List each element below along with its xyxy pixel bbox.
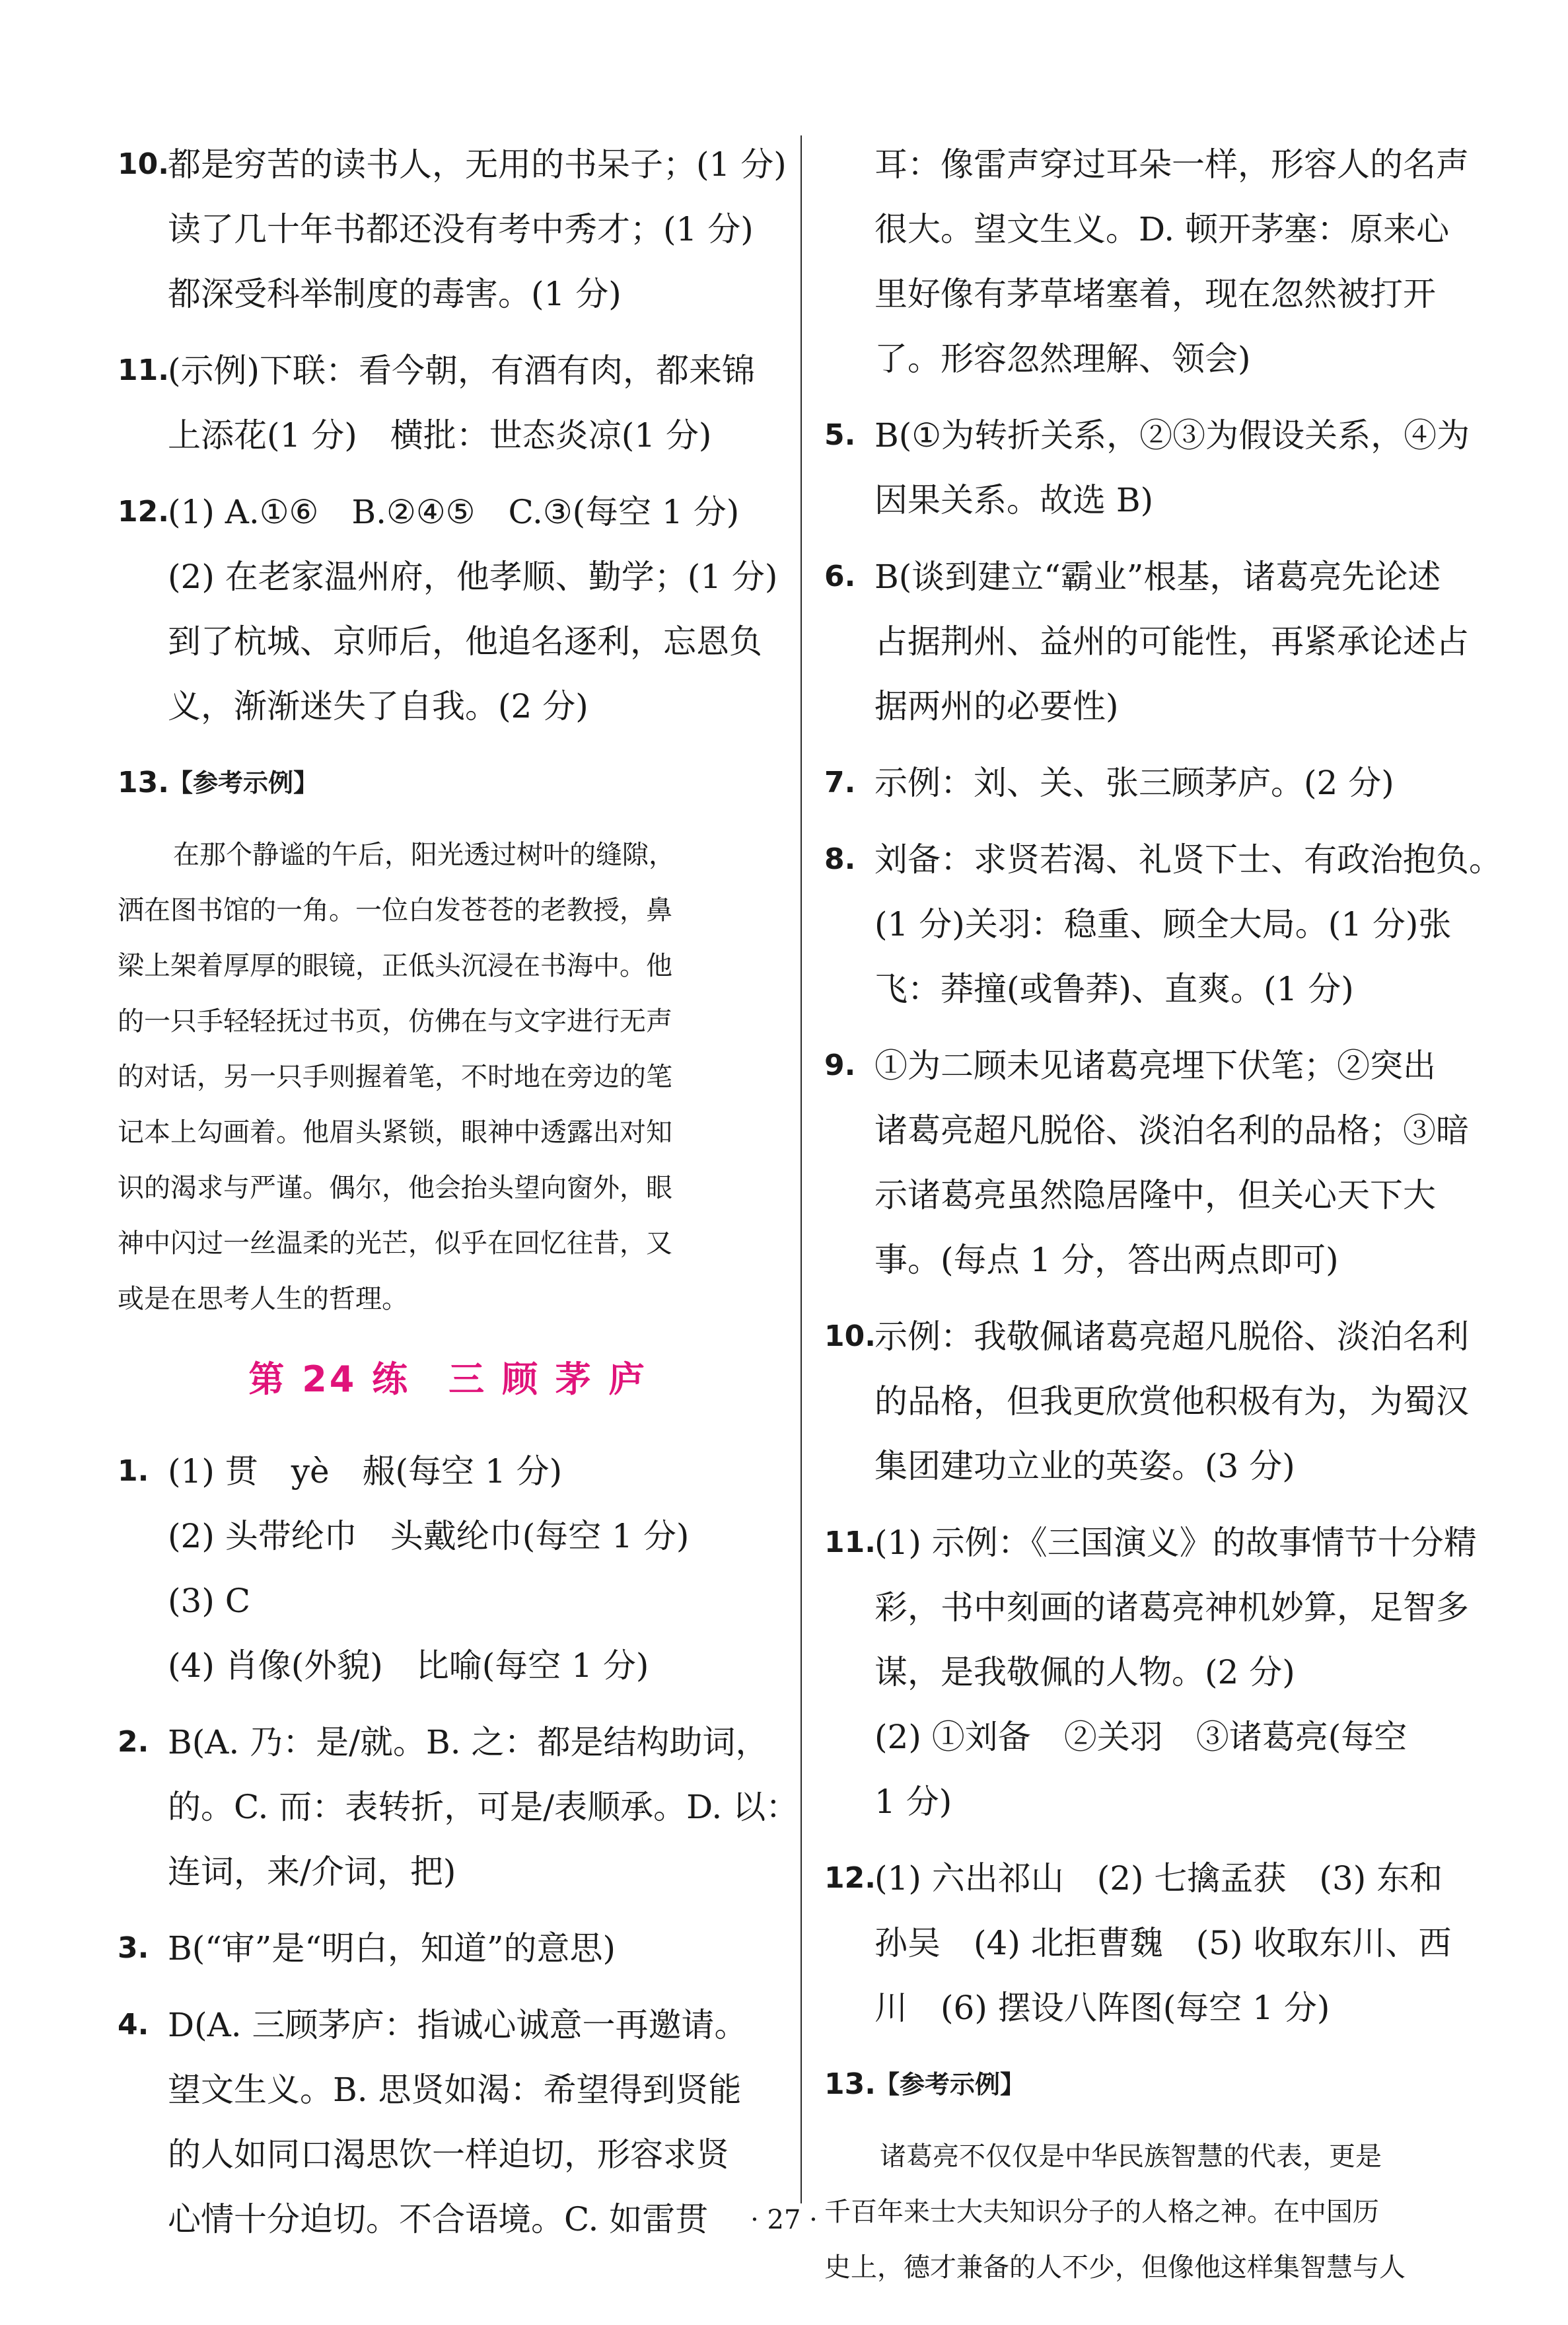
answer-line: 的。C. 而：表转折，可是/表顺承。D. 以：	[168, 1788, 799, 1826]
answer-line: 示诸葛亮虽然隐居隆中，但关心天下大	[874, 1176, 1436, 1214]
answer-line: B(A. 乃：是/就。B. 之：都是结构助词，	[168, 1723, 769, 1761]
answer-line: 耳：像雷声穿过耳朵一样，形容人的名声	[874, 145, 1469, 184]
answer-line: 孙吴 (4) 北拒曹魏 (5) 收取东川、西	[874, 1924, 1452, 1962]
answer-line: 据两州的必要性)	[874, 687, 1119, 725]
column-divider	[801, 135, 802, 2203]
answer-line: 占据荆州、益州的可能性，再紧承论述占	[874, 622, 1469, 661]
answer-line: 示例：我敬佩诸葛亮超凡脱俗、淡泊名利	[874, 1317, 1469, 1356]
essay-line: 千百年来士大夫知识分子的人格之神。在中国历	[824, 2197, 1379, 2227]
section-title: 第 24 练 三 顾 茅 庐	[248, 1358, 647, 1400]
answer-line: (1) 六出祁山 (2) 七擒孟获 (3) 东和	[874, 1859, 1443, 1898]
answer-10	[118, 132, 787, 326]
question-number: 11.	[118, 353, 169, 387]
reference-example-header: 【参考示例】	[168, 768, 319, 797]
essay-line: 梁上架着厚厚的眼镜，正低头沉浸在书海中。他	[118, 951, 672, 981]
answer-line: 心情十分迫切。不合语境。C. 如雷贯	[168, 2200, 709, 2238]
question-number: 13.	[824, 2067, 876, 2101]
answer-line: (2) 在老家温州府，他孝顺、勤学；(1 分)	[168, 558, 778, 596]
answer-line: 刘备：求贤若渴、礼贤下士、有政治抱负。	[874, 840, 1502, 879]
answer-line: (示例)下联：看今朝，有酒有肉，都来锦	[168, 351, 756, 390]
answer-line: B(①为转折关系，②③为假设关系，④为	[874, 416, 1470, 455]
question-number: 2.	[118, 1725, 149, 1759]
essay-line: 识的渴求与严谨。偶尔，他会抬头望向窗外，眼	[118, 1173, 672, 1203]
answer-line: 义，渐渐迷失了自我。(2 分)	[168, 687, 588, 725]
answer-line: D(A. 三顾茅庐：指诚心诚意一再邀请。	[168, 2006, 748, 2044]
answer-line: (2) 头带纶巾 头戴纶巾(每空 1 分)	[168, 1517, 690, 1555]
answer-line: (1 分)关羽：稳重、顾全大局。(1 分)张	[874, 905, 1452, 943]
answer-line: 都深受科举制度的毒害。(1 分)	[168, 275, 622, 313]
question-number: 9.	[824, 1049, 856, 1082]
answer-3	[118, 1916, 778, 1981]
essay-line: 或是在思考人生的哲理。	[118, 1284, 408, 1314]
answer-line: (3) C	[168, 1582, 250, 1620]
answer-2	[118, 1710, 799, 1904]
right-column	[824, 132, 1502, 2295]
answer-11	[118, 338, 778, 468]
answer-line: 川 (6) 摆设八阵图(每空 1 分)	[874, 1989, 1330, 2027]
answer-line: 诸葛亮超凡脱俗、淡泊名利的品格；③暗	[874, 1111, 1469, 1150]
answer-line: 很大。望文生义。D. 顿开茅塞：原来心	[874, 210, 1450, 248]
answer-6	[824, 544, 1491, 739]
answer-13	[824, 2052, 1491, 2117]
question-number: 7.	[824, 766, 856, 799]
answer-line: 到了杭城、京师后，他追名逐利，忘恩负	[168, 622, 762, 661]
answer-line: 示例：刘、关、张三顾茅庐。(2 分)	[874, 764, 1394, 802]
answer-line: 连词，来/介词，把)	[168, 1853, 456, 1891]
essay-line: 洒在图书馆的一角。一位白发苍苍的老教授，鼻	[118, 895, 672, 926]
answer-12	[824, 1846, 1491, 2040]
answer-line: 谋，是我敬佩的人物。(2 分)	[874, 1653, 1295, 1691]
essay-line: 记本上勾画着。他眉头紧锁，眼神中透露出对知	[118, 1117, 672, 1148]
answer-line: (4) 肖像(外貌) 比喻(每空 1 分)	[168, 1646, 649, 1685]
answer-10	[824, 1304, 1491, 1498]
answer-8	[824, 827, 1502, 1021]
answer-line: 事。(每点 1 分，答出两点即可)	[874, 1241, 1339, 1279]
answer-7	[824, 751, 1491, 815]
answer-line: B(“审”是“明白，知道”的意思)	[168, 1929, 616, 1968]
essay-line: 的对话，另一只手则握着笔，不时地在旁边的笔	[118, 1062, 672, 1092]
essay-line: 的一只手轻轻抚过书页，仿佛在与文字进行无声	[118, 1006, 672, 1037]
question-number: 6.	[824, 560, 856, 593]
answer-9	[824, 1033, 1491, 1292]
question-number: 3.	[118, 1931, 149, 1965]
answer-5	[824, 403, 1491, 533]
question-number: 8.	[824, 842, 856, 876]
question-number: 12.	[824, 1861, 876, 1895]
answer-line: ①为二顾未见诸葛亮埋下伏笔；②突出	[874, 1047, 1436, 1085]
answer-line: 的人如同口渴思饮一样迫切，形容求贤	[168, 2135, 729, 2174]
reference-example-header: 【参考示例】	[874, 2070, 1026, 2099]
answer-12	[118, 480, 778, 739]
answer-line: (2) ①刘备 ②关羽 ③诸葛亮(每空	[874, 1718, 1408, 1756]
answer-line: (1) 贯 yè 赧(每空 1 分)	[168, 1452, 563, 1491]
question-number: 1.	[118, 1454, 149, 1488]
answer-1	[118, 1439, 778, 1698]
answer-line: (1) A.①⑥ B.②④⑤ C.③(每空 1 分)	[168, 493, 740, 531]
answer-line: 读了几十年书都还没有考中秀才；(1 分)	[168, 210, 754, 248]
answer-line: 飞：莽撞(或鲁莽)、直爽。(1 分)	[874, 970, 1354, 1008]
reference-essay	[118, 827, 778, 1327]
essay-line: 在那个静谧的午后，阳光透过树叶的缝隙，	[173, 840, 675, 870]
question-number: 10.	[118, 147, 169, 181]
answer-13	[118, 751, 778, 815]
question-number: 4.	[118, 2008, 149, 2042]
answer-line: 的品格，但我更欣赏他积极有为，为蜀汉	[874, 1382, 1469, 1421]
question-number: 5.	[824, 418, 856, 452]
answer-4-continued	[824, 132, 1491, 391]
essay-line: 史上，德才兼备的人不少，但像他这样集智慧与人	[824, 2252, 1406, 2283]
answer-line: 望文生义。B. 思贤如渴：希望得到贤能	[168, 2071, 742, 2109]
answer-line: 彩，书中刻画的诸葛亮神机妙算，足智多	[874, 1588, 1469, 1627]
answer-line: 了。形容忽然理解、领会)	[874, 340, 1251, 378]
answer-line: 里好像有茅草堵塞着，现在忽然被打开	[874, 275, 1436, 313]
answer-line: (1) 示例：《三国演义》的故事情节十分精	[874, 1524, 1477, 1562]
answer-line: 集团建功立业的英姿。(3 分)	[874, 1447, 1295, 1485]
essay-line: 诸葛亮不仅仅是中华民族智慧的代表，更是	[880, 2141, 1382, 2172]
question-number: 10.	[824, 1319, 876, 1353]
answer-line: 都是穷苦的读书人，无用的书呆子；(1 分)	[168, 145, 787, 184]
answer-line: 1 分)	[874, 1783, 952, 1821]
question-number: 12.	[118, 495, 169, 529]
answer-11	[824, 1510, 1491, 1834]
answer-line: 上添花(1 分) 横批：世态炎凉(1 分)	[168, 416, 712, 455]
answer-line: B(谈到建立“霸业”根基，诸葛亮先论述	[874, 558, 1441, 596]
essay-line: 神中闪过一丝温柔的光芒，似乎在回忆往昔，又	[118, 1228, 672, 1259]
page-number: · 27 ·	[750, 2205, 818, 2235]
question-number: 13.	[118, 766, 169, 799]
answer-line: 因果关系。故选 B)	[874, 481, 1154, 519]
question-number: 11.	[824, 1526, 876, 1559]
